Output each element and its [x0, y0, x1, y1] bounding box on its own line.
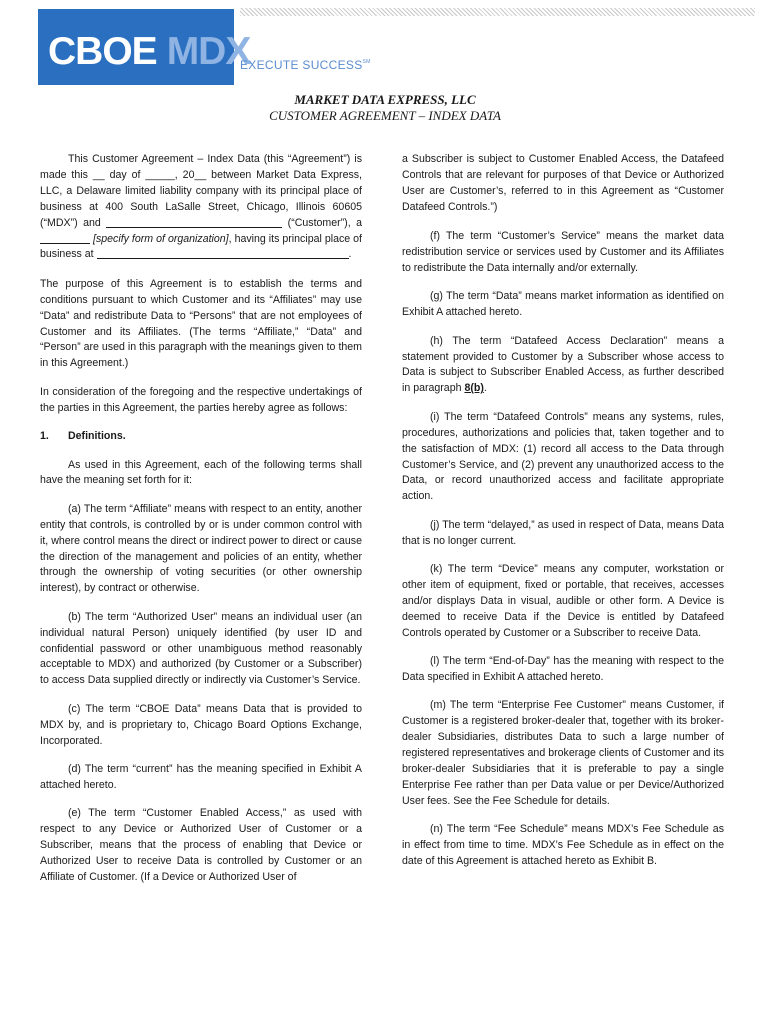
- definition-device: (k) The term “Device” means any computer, workstation or other item of equipment, fixed or portable, that receives, accesses and/or displays Data in visual, audible or other form. A Device is deemed to receive Data if the Device is entitled by Datafeed Controls operated by Customer or a Subscriber to receive Data.: [402, 563, 724, 639]
- intro-text-3: , having its principal place of business at: [40, 232, 362, 261]
- organization-blank[interactable]: [40, 232, 90, 244]
- definitions-intro: As used in this Agreement, each of the following terms shall have the meaning set forth for it:: [40, 458, 362, 487]
- definition-customers-service: (f) The term “Customer’s Service” means the market data redistribution service or services used by Customer and its Affiliates to redistribute the Data internally and/or externally.: [402, 230, 724, 274]
- definition-enterprise-fee-customer: (m) The term “Enterprise Fee Customer” means Customer, if Customer is a registered broker-dealer that, together with its broker-dealer Subsidiaries, distributes Data to such a large number of registered representatives and brokerage clients of Customer and its broker-dealer Subsidiaries that it is preferable to pay a single Enterprise Fee rather than per Data value or per Device/Authorized User fees. See the Fee Schedule for details.: [402, 699, 724, 807]
- left-column: [40, 152, 362, 886]
- continued-paragraph: a Subscriber is subject to Customer Enabled Access, the Datafeed Controls that are relevant for purposes of that Device or Authorized User are Customer’s, referred to in this Agreement as “Customer Datafeed Controls.”): [402, 153, 724, 213]
- definition-customer-enabled-access: (e) The term “Customer Enabled Access,” as used with respect to any Device or Authorized User of Customer or a Subscriber, means that the process of enabling that Device or Authorized User to receive Data is controlled by Customer or an Affiliate of Customer. (If a Device or Authorized User of: [40, 807, 362, 883]
- definition-affiliate: (a) The term “Affiliate” means with respect to an entity, another entity that controls, is controlled by or is under common control with it, where control means the direct or indirect power to direct or cause the direction of the management and policies of an entity, whether through the ownership of voting securities (or other ownership interest), by contract or otherwise.: [40, 502, 362, 595]
- intro-text: This Customer Agreement – Index Data (this “Agreement”) is made this __ day of _____, 20__ between Market Data Express, LLC, a Delaware limited liability company with its principal place of business at 400 South LaSalle Street, Chicago, Illinois 60605 (“MDX”) and: [40, 153, 362, 229]
- purpose-paragraph: The purpose of this Agreement is to establish the terms and conditions pursuant to which Customer and its “Affiliates” may use “Data” and redistribute Data to “Persons” that are not employees of Customer and its Affiliates. (The terms “Affiliate,” “Data” and “Person” are used in this paragraph with the meanings given to them in this Agreement.): [40, 277, 362, 370]
- section-heading: [40, 429, 362, 445]
- definition-cboe-data: (c) The term “CBOE Data” means Data that is provided to MDX by, and is proprietary to, Chicago Board Options Exchange, Incorporated.: [40, 702, 362, 747]
- intro-text-2: (“Customer”), a: [282, 216, 362, 229]
- definition-current: (d) The term “current” has the meaning specified in Exhibit A attached hereto.: [40, 763, 362, 791]
- intro-specify-text: [specify form of organization]: [93, 232, 229, 245]
- logo-cboe: CBOE: [48, 30, 157, 73]
- definition-datafeed-access-declaration: [402, 334, 724, 398]
- definition-text: (h) The term “Datafeed Access Declaration” means a statement provided to Customer by a Subscriber whose access to Data is subject to Subscriber Enabled Access, as further described in paragraph: [402, 334, 724, 395]
- cboe-mdx-logo: [48, 30, 250, 74]
- definition-authorized-user: (b) The term “Authorized User” means an individual user (an individual natural Person) uniquely identified (by user ID and confidential password or other unambiguous method reasonably acceptable to MDX) and authorized (by Customer or a Subscriber) to access Data supplied directly or indirectly via Customer’s Service.: [40, 610, 362, 687]
- intro-period: .: [348, 248, 352, 261]
- right-column: [402, 152, 724, 870]
- definition-period: .: [483, 382, 487, 395]
- consideration-paragraph: In consideration of the foregoing and the respective undertakings of the parties in this Agreement, the parties hereby agree as follows:: [40, 385, 362, 414]
- definition-end-of-day: (l) The term “End-of-Day” has the meaning with respect to the Data specified in Exhibit A attached hereto.: [402, 655, 724, 683]
- definition-data: (g) The term “Data” means market information as identified on Exhibit A attached hereto.: [402, 290, 724, 319]
- logo-mdx: MDX: [166, 30, 251, 73]
- definition-fee-schedule: (n) The term “Fee Schedule” means MDX’s Fee Schedule as in effect from time to time. MDX’s Fee Schedule as in effect on the date of this Agreement is attached hereto as Exhibit B.: [402, 823, 724, 868]
- intro-paragraph: [40, 152, 362, 263]
- agreement-title: CUSTOMER AGREEMENT – INDEX DATA: [269, 108, 501, 123]
- section-number: 1.: [40, 430, 49, 443]
- section-title: Definitions.: [68, 430, 126, 443]
- service-mark: SM: [362, 59, 371, 65]
- definition-delayed: (j) The term “delayed,” as used in respect of Data, means Data that is no longer current.: [402, 518, 724, 547]
- company-name: MARKET DATA EXPRESS, LLC: [294, 92, 476, 107]
- customer-name-blank[interactable]: [106, 216, 282, 228]
- definition-datafeed-controls: (i) The term “Datafeed Controls” means any systems, rules, procedures, authorizations and policies that, taken together and to the satisfaction of MDX: (1) record all access to the Data through Customer’s Service, and (2) prevent any unauthorized access to the Data, or record unauthorized access and facilitate appropriate action.: [402, 410, 724, 503]
- address-blank[interactable]: [97, 247, 349, 259]
- tagline-text: EXECUTE SUCCESS: [240, 58, 363, 72]
- tagline: [240, 58, 371, 72]
- paragraph-reference-link[interactable]: 8(b): [464, 382, 484, 395]
- header-stripe: [240, 8, 755, 16]
